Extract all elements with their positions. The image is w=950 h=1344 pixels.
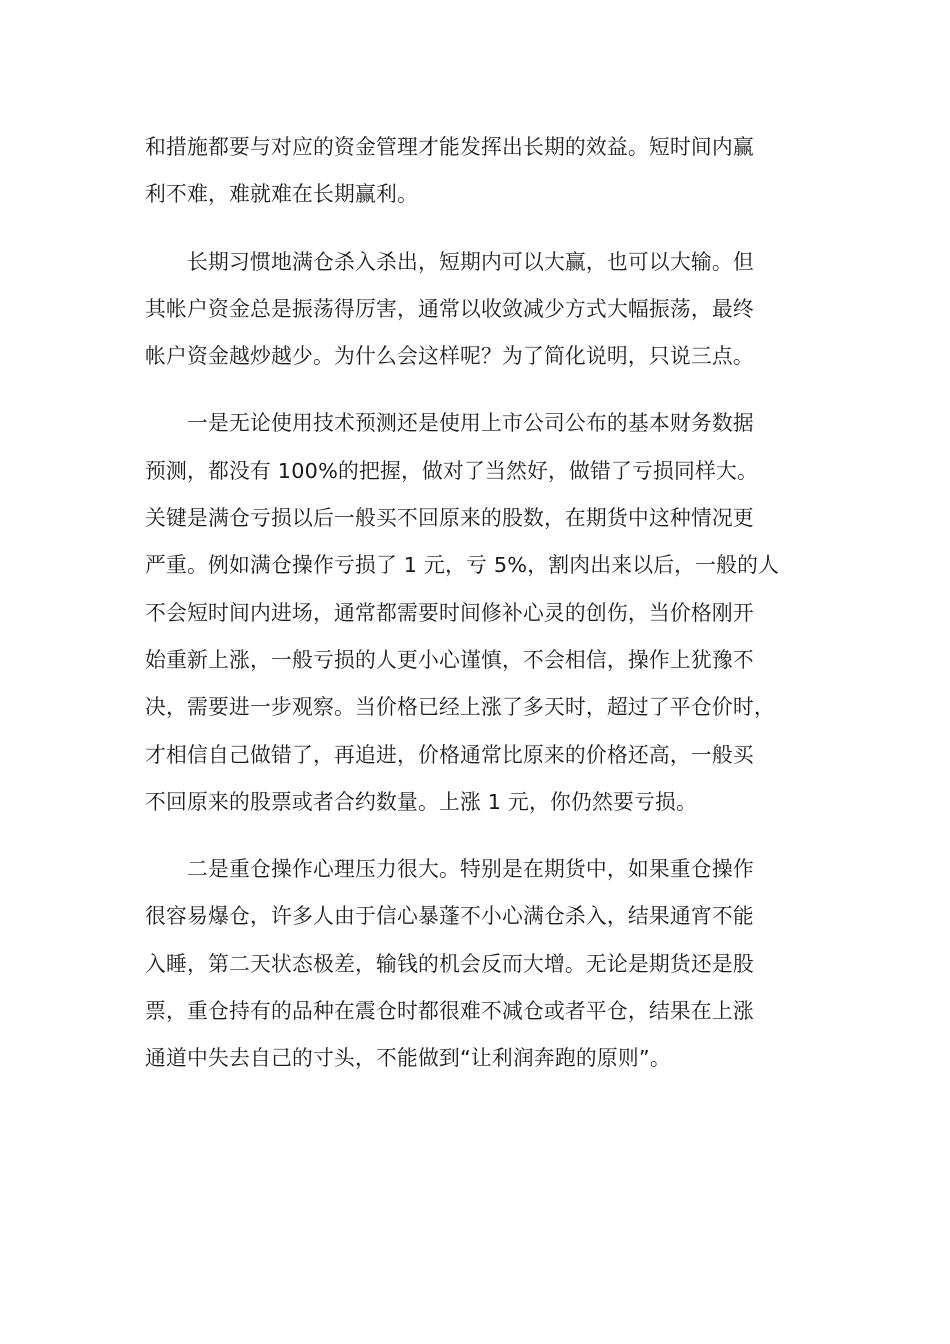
text-line: 入睡，第二天状态极差，输钱的机会反而大增。无论是期货还是股 (145, 951, 754, 976)
text-line: 不会短时间内进场，通常都需要时间修补心灵的创伤，当价格刚开 (145, 600, 754, 625)
text-line: 其帐户资金总是振荡得厉害，通常以收敛减少方式大幅振荡，最终 (145, 296, 754, 321)
text-line: 决，需要进一步观察。当价格已经上涨了多天时，超过了平仓价时， (145, 695, 775, 720)
article-body (145, 124, 810, 1103)
paragraph-3 (145, 400, 810, 826)
text-line: 一是无论使用技术预测还是使用上市公司公布的基本财务数据 (145, 411, 754, 436)
paragraph-1 (145, 124, 810, 219)
text-line: 很容易爆仓，许多人由于信心暴蓬不小心满仓杀入，结果通宵不能 (145, 904, 754, 929)
text-line: 关键是满仓亏损以后一般买不回原来的股数，在期货中这种情况更 (145, 506, 754, 531)
text-line: 长期习惯地满仓杀入杀出，短期内可以大赢，也可以大输。但 (145, 249, 754, 274)
text-line: 帐户资金越炒越少。为什么会这样呢？为了简化说明，只说三点。 (145, 344, 754, 369)
text-line: 始重新上涨，一般亏损的人更小心谨慎，不会相信，操作上犹豫不 (145, 647, 754, 672)
text-line: 和措施都要与对应的资金管理才能发挥出长期的效益。短时间内赢 (145, 135, 754, 159)
text-line: 票，重仓持有的品种在震仓时都很难不减仓或者平仓，结果在上涨 (145, 999, 754, 1024)
text-line: 二是重仓操作心理压力很大。特别是在期货中，如果重仓操作 (145, 857, 754, 882)
paragraph-4 (145, 846, 810, 1082)
text-line: 才相信自己做错了，再追进，价格通常比原来的价格还高，一般买 (145, 742, 754, 767)
text-line: 不回原来的股票或者合约数量。上涨 1 元，你仍然要亏损。 (145, 789, 697, 814)
text-line: 严重。例如满仓操作亏损了 1 元，亏 5%，割肉出来以后，一般的人 (145, 553, 780, 578)
text-line: 通道中失去自己的寸头，不能做到“让利润奔跑的原则”。 (145, 1046, 671, 1071)
text-line: 预测，都没有 100%的把握，做对了当然好，做错了亏损同样大。 (145, 458, 758, 483)
text-line: 利不难，难就难在长期赢利。 (145, 182, 418, 207)
paragraph-2 (145, 239, 810, 381)
